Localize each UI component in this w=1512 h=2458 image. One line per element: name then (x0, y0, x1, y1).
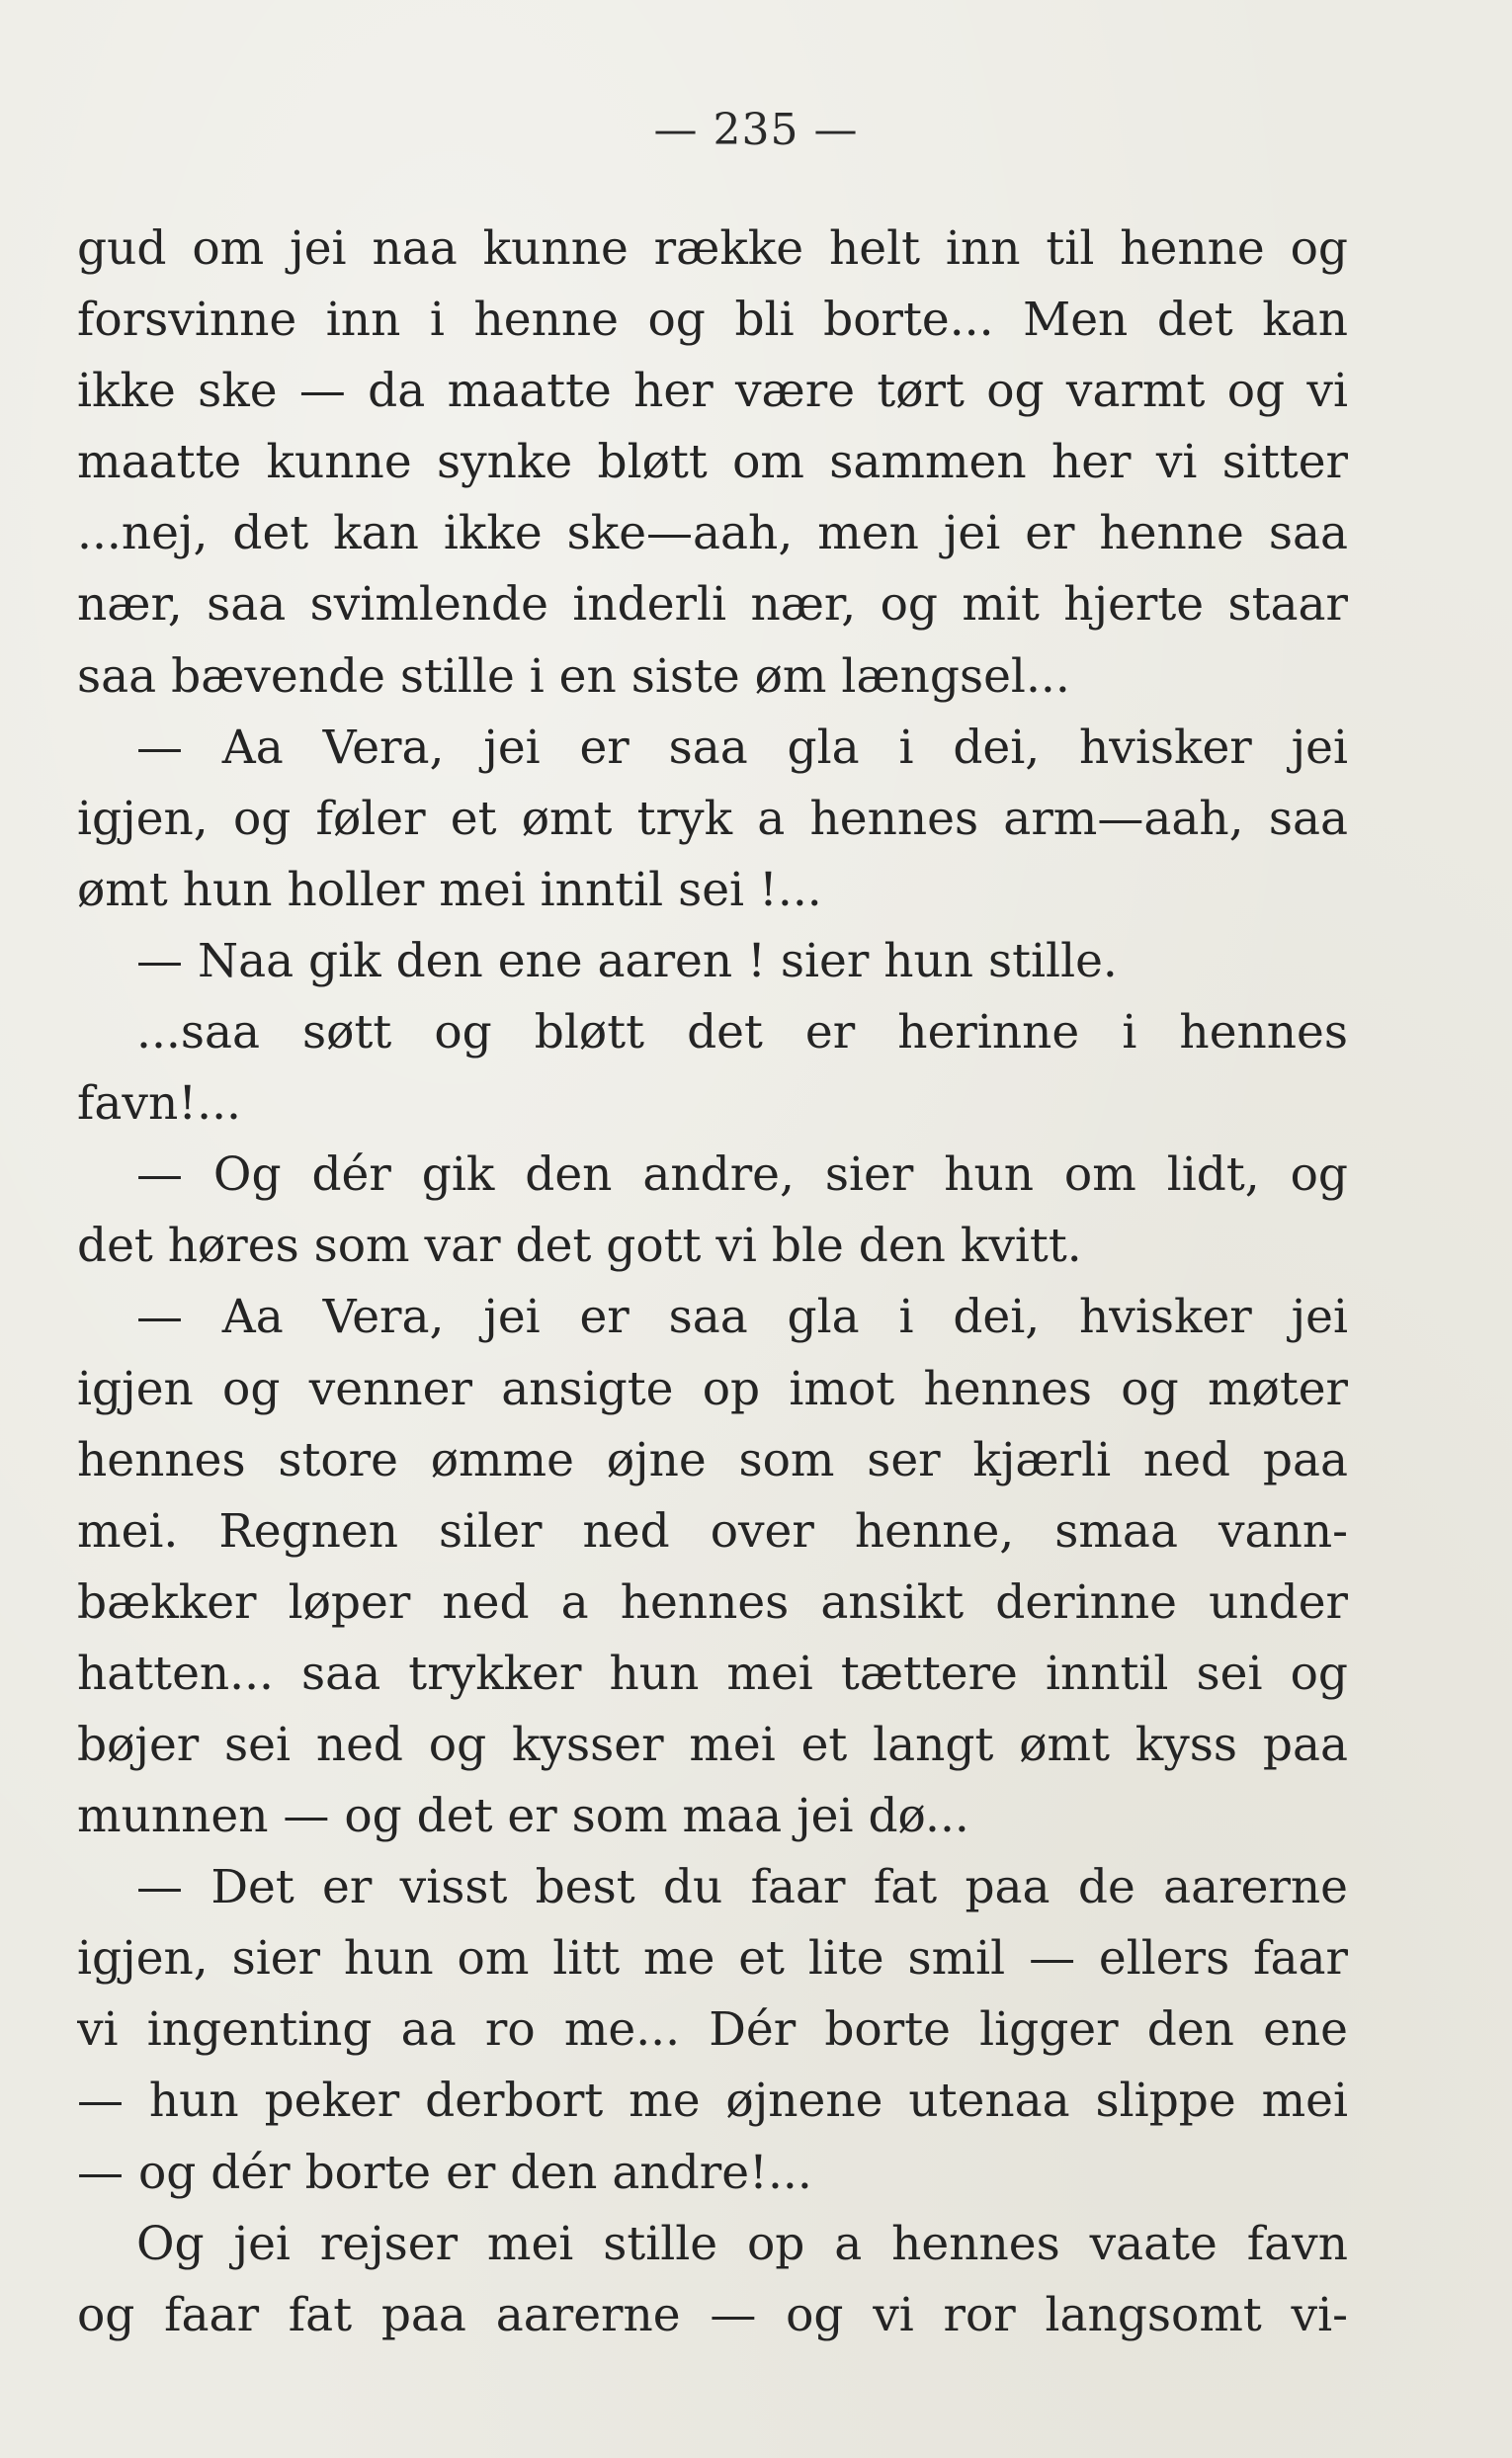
text-line: — Naa gik den ene aaren ! sier hun stille. (136, 933, 1118, 988)
text-line: gud om jei naa kunne række helt inn til henne og (77, 221, 1348, 276)
text-line: igjen og venner ansigte op imot hennes og møter (77, 1361, 1348, 1416)
text-line: mei. Regnen siler ned over henne, smaa vann- (77, 1503, 1348, 1559)
text-line: — Det er visst best du faar fat paa de aarerne (136, 1860, 1348, 1915)
text-line: ...saa søtt og bløtt det er herinne i hennes (136, 1005, 1348, 1060)
text-line: — hun peker derbort me øjnene utenaa slippe mei (77, 2074, 1348, 2129)
text-line: — Aa Vera, jei er saa gla i dei, hvisker jei (136, 1290, 1348, 1345)
text-line: hennes store ømme øjne som ser kjærli ned paa (77, 1432, 1348, 1487)
text-line: — Og dér gik den andre, sier hun om lidt, og (136, 1147, 1348, 1203)
text-line: maatte kunne synke bløtt om sammen her vi sitter (77, 435, 1348, 490)
text-line: bækker løper ned a hennes ansikt derinne under (77, 1574, 1348, 1630)
text-line: — og dér borte er den andre!... (77, 2145, 812, 2200)
text-line: munnen — og det er som maa jei dø... (77, 1789, 969, 1844)
text-line: — Aa Vera, jei er saa gla i dei, hvisker jei (136, 720, 1348, 775)
text-line: Og jei rejser mei stille op a hennes vaate favn (136, 2216, 1348, 2271)
body-text (77, 213, 1348, 2351)
text-line: favn!... (77, 1076, 241, 1132)
text-line: igjen, sier hun om litt me et lite smil — ellers faar (77, 1931, 1348, 1987)
text-line: saa bævende stille i en siste øm længsel... (77, 648, 1070, 704)
text-line: ...nej, det kan ikke ske—aah, men jei er henne saa (77, 506, 1348, 561)
text-line: det høres som var det gott vi ble den kvitt. (77, 1219, 1082, 1274)
text-line: vi ingenting aa ro me... Dér borte ligger den ene (77, 2002, 1348, 2058)
text-line: forsvinne inn i henne og bli borte... Men det kan (77, 293, 1348, 348)
text-line: ømt hun holler mei inntil sei !... (77, 862, 822, 917)
text-line: igjen, og føler et ømt tryk a hennes arm—aah, saa (77, 791, 1348, 846)
text-line: bøjer sei ned og kysser mei et langt ømt kyss paa (77, 1717, 1348, 1772)
text-line: hatten... saa trykker hun mei tættere inntil sei og (77, 1646, 1348, 1701)
text-line: og faar fat paa aarerne — og vi ror langsomt vi- (77, 2287, 1348, 2342)
text-line: ikke ske — da maatte her være tørt og varmt og vi (77, 364, 1348, 419)
text-line: nær, saa svimlende inderli nær, og mit hjerte staar (77, 577, 1348, 633)
page-number: — 235 — (653, 105, 859, 155)
